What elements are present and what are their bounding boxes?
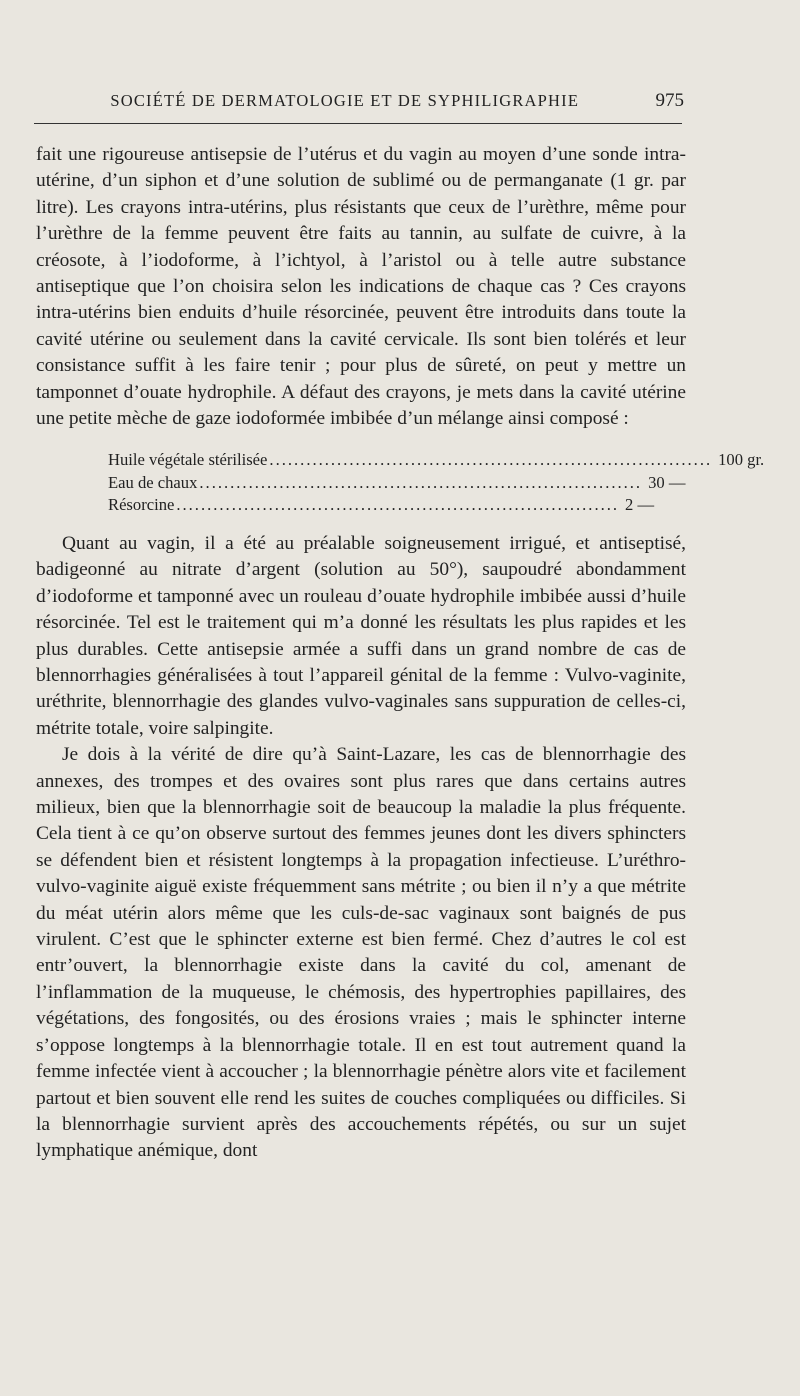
ingredient-name: Eau de chaux	[108, 472, 198, 492]
paragraph: Je dois à la vérité de dire qu’à Saint-Lazare, les cas de blennorrhagie des annexes, des trompes et des ovaires sont plus rares que dans certains autres milieux, bien que la blennorrhagie soit de beaucoup la maladie la plus fréquente. Cela tient à ce qu’on observe surtout des femmes jeunes dont les divers sphincters se défendent bien et résistent longtemps à la propagation infectieuse. L’uréthro-vulvo-vaginite aiguë existe fréquemment sans métrite ; ou bien il n’y a que métrite du méat utérin alors même que les culs-de-sac vaginaux sont baignés de pus virulent. C’est que le sphincter externe est bien fermé. Chez d’autres le col est entr’ouvert, la blennorrhagie existe dans la cavité du col, amenant de l’inflammation de la muqueuse, le chémosis, des hypertrophies papillaires, des végétations, des fongosités, ou des érosions vraies ; mais le sphincter interne s’oppose longtemps à la blennorrhagie totale. Il en est tout autrement quand la femme infectée vient à accoucher ; la blennorrhagie pénètre alors vite et facilement partout et bien souvent elle rend les suites de couches compliquées ou difficiles. Si la blennorrhagie survient après des accouchements répétés, ou sur un sujet lymphatique anémique, dont	[36, 744, 686, 1162]
recipe-item	[108, 472, 686, 495]
ingredient-quantity: 100 gr.	[718, 450, 765, 470]
recipe-item	[108, 494, 654, 517]
ingredient-name: Résorcine	[108, 495, 175, 515]
paragraph: fait une rigoureuse antisepsie de l’utérus et du vagin au moyen d’une sonde intra-utérine, d’un siphon et d’une solution de sublimé ou de permanganate (1 gr. par litre). Les crayons intra-utérins, plus résistants que ceux de l’urèthre, même pour l’urèthre de la femme peuvent être faits au tannin, au sulfate de cuivre, à la créosote, à l’iodoforme, à l’ichtyol, à l’aristol ou à telle autre substance antiseptique que l’on choisira selon les indications de chaque cas ? Ces crayons intra-utérins bien enduits d’huile résorcinée, peuvent être introduits dans toute la cavité utérine ou seulement dans la cavité cervicale. Ils sont bien tolérés et leur consistance suffit à les faire tenir ; pour plus de sûreté, on peut y mettre un tamponnet d’ouate hydrophile. A défaut des crayons, je mets dans la cavité utérine une petite mèche de gaze iodoformée imbibée d’un mélange ainsi composé :	[36, 144, 686, 430]
recipe-item	[108, 449, 765, 472]
ingredient-name: Huile végétale stérilisée	[108, 450, 268, 470]
running-title: SOCIÉTÉ DE DERMATOLOGIE ET DE SYPHILIGRAPHIE	[110, 91, 580, 110]
ingredient-quantity: 30 —	[648, 472, 686, 492]
leader-dots: ........................................................................	[199, 472, 643, 492]
page-number: 975	[655, 90, 684, 111]
body-text	[36, 142, 765, 1165]
running-header	[34, 90, 684, 120]
header-rule	[34, 123, 682, 124]
leader-dots: ........................................................................	[269, 450, 713, 470]
ingredient-quantity: 2 —	[625, 495, 655, 515]
recipe-list	[36, 449, 765, 517]
paragraph: Quant au vagin, il a été au préalable soigneusement irrigué, et antiseptisé, badigeonné au nitrate d’argent (solution au 50°), saupoudré abondamment d’iodoforme et tamponné avec un rouleau d’ouate hydrophile imbibée aussi d’huile résorcinée. Tel est le traitement qui m’a donné les résultats les plus rapides et les plus durables. Cette antisepsie armée a suffi dans un grand nombre de cas de blennorrhagies généralisées à tout l’appareil génital de la femme : Vulvo-vaginite, uréthrite, blennorrhagie des glandes vulvo-vaginales sans suppuration de celles-ci, métrite totale, voire salpingite.	[36, 532, 686, 739]
leader-dots: ........................................................................	[176, 495, 620, 515]
